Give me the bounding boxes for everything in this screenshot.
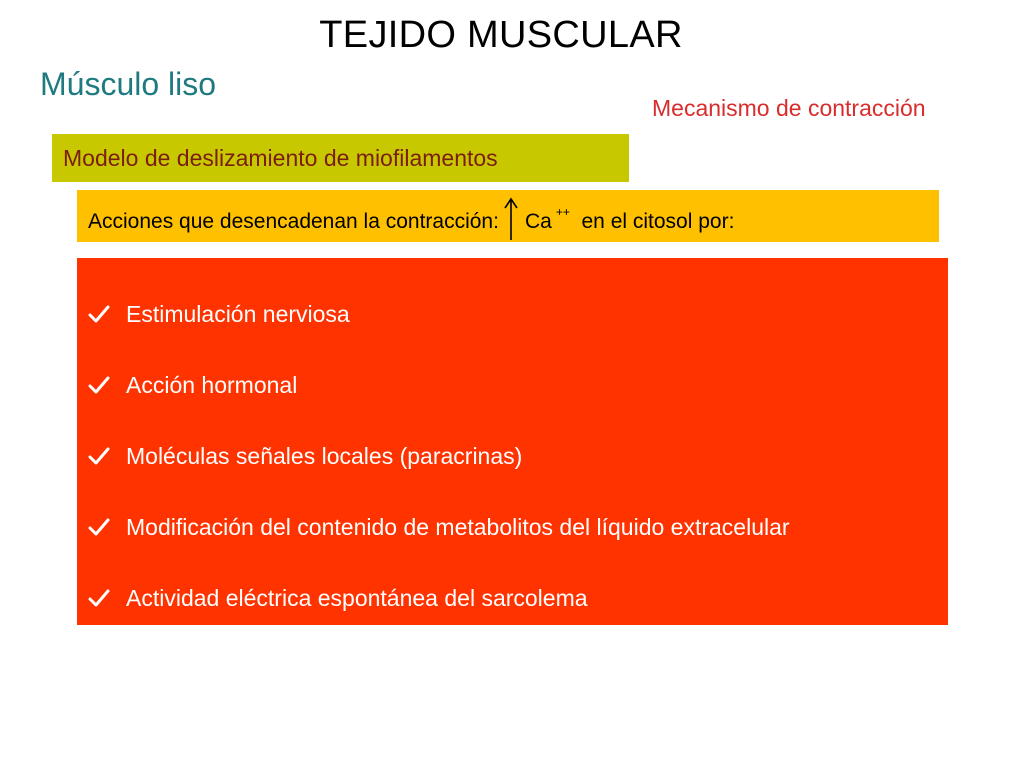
- causes-list-box: [77, 258, 948, 625]
- list-item: [88, 507, 790, 547]
- ion-charge: ++: [555, 205, 570, 219]
- slide-title: TEJIDO MUSCULAR: [319, 14, 683, 56]
- list-item-label: Actividad eléctrica espontánea del sarcolema: [126, 584, 588, 611]
- checkmark-icon: [88, 587, 110, 609]
- list-item: [88, 365, 790, 405]
- slide-subtitle: Músculo liso: [40, 66, 217, 102]
- list-item-label: Moléculas señales locales (paracrinas): [126, 442, 523, 469]
- checkmark-icon: [88, 516, 110, 538]
- ion-symbol: Ca: [524, 210, 552, 233]
- checkmark-icon: [88, 303, 110, 325]
- actions-suffix: en el citosol por:: [581, 210, 735, 233]
- list-item-label: Estimulación nerviosa: [126, 300, 350, 327]
- actions-prefix: Acciones que desencadenan la contracción:: [88, 210, 499, 233]
- calcium-ion: [524, 205, 570, 233]
- list-item: [88, 578, 790, 618]
- model-label: Modelo de deslizamiento de miofilamentos: [63, 145, 498, 171]
- checkmark-icon: [88, 374, 110, 396]
- actions-box: [77, 190, 939, 242]
- section-heading: Mecanismo de contracción: [652, 95, 926, 121]
- list-item-label: Acción hormonal: [126, 371, 298, 398]
- list-item: [88, 436, 790, 476]
- checkmark-icon: [88, 445, 110, 467]
- list-item: [88, 294, 790, 334]
- causes-list: [88, 294, 790, 618]
- up-arrow-icon: [501, 202, 523, 242]
- list-item-label: Modificación del contenido de metabolitos del líquido extracelular: [126, 513, 790, 540]
- model-label-box: [52, 134, 629, 182]
